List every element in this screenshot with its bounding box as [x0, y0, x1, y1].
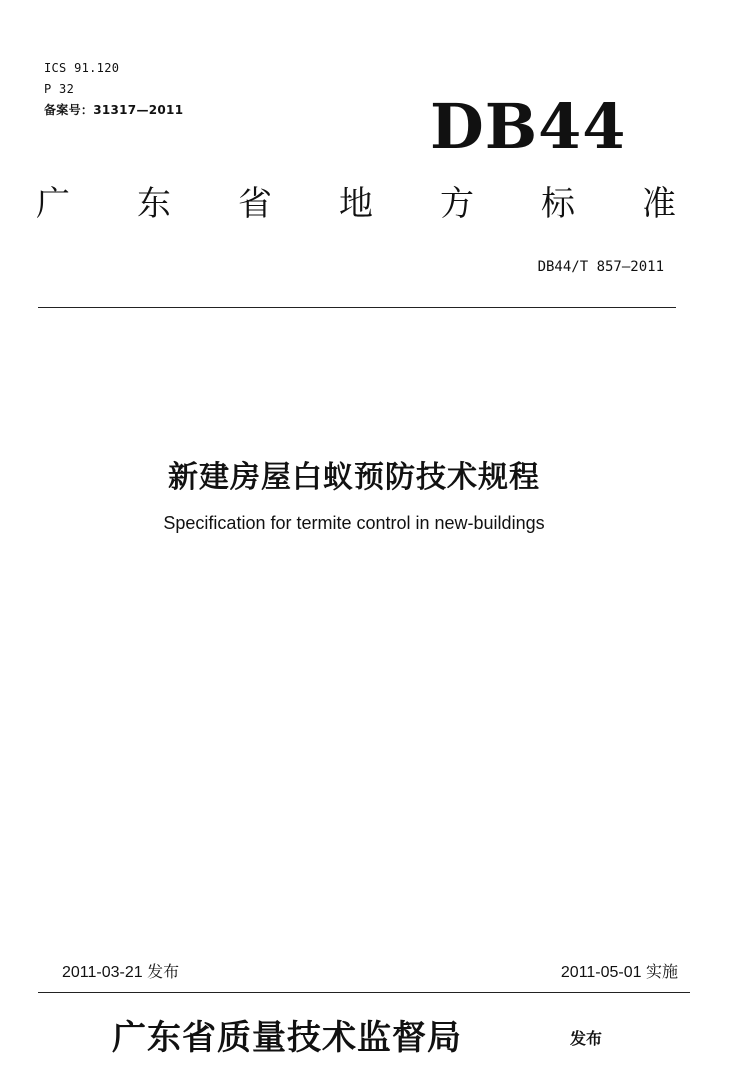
provincial-standard-heading [36, 182, 676, 226]
bottom-divider [38, 992, 690, 993]
standard-code-logo: DB44 [430, 90, 627, 163]
filing-number: 备案号：31317—2011 [44, 103, 184, 117]
heading-char: 标 [541, 184, 575, 224]
top-divider [38, 307, 676, 308]
implementation-date: 2011-05-01 实施 [560, 964, 678, 981]
issuing-action: 发布 [570, 1029, 603, 1048]
heading-char: 准 [642, 184, 676, 224]
heading-char: 广 [36, 184, 70, 224]
heading-char: 东 [137, 184, 171, 224]
heading-char: 省 [238, 184, 272, 224]
issue-date: 2011-03-21 发布 [62, 964, 180, 981]
clc-code: P 32 [44, 82, 75, 96]
ics-code: ICS 91.120 [44, 61, 120, 75]
document-title-chinese: 新建房屋白蚁预防技术规程 [168, 460, 540, 495]
heading-char: 方 [440, 184, 474, 224]
heading-char: 地 [339, 184, 373, 224]
issuing-authority: 广东省质量技术监督局 [112, 1018, 462, 1058]
standard-number: DB44/T 857—2011 [537, 259, 664, 275]
document-title-english: Specification for termite control in new-buildings [163, 513, 545, 533]
